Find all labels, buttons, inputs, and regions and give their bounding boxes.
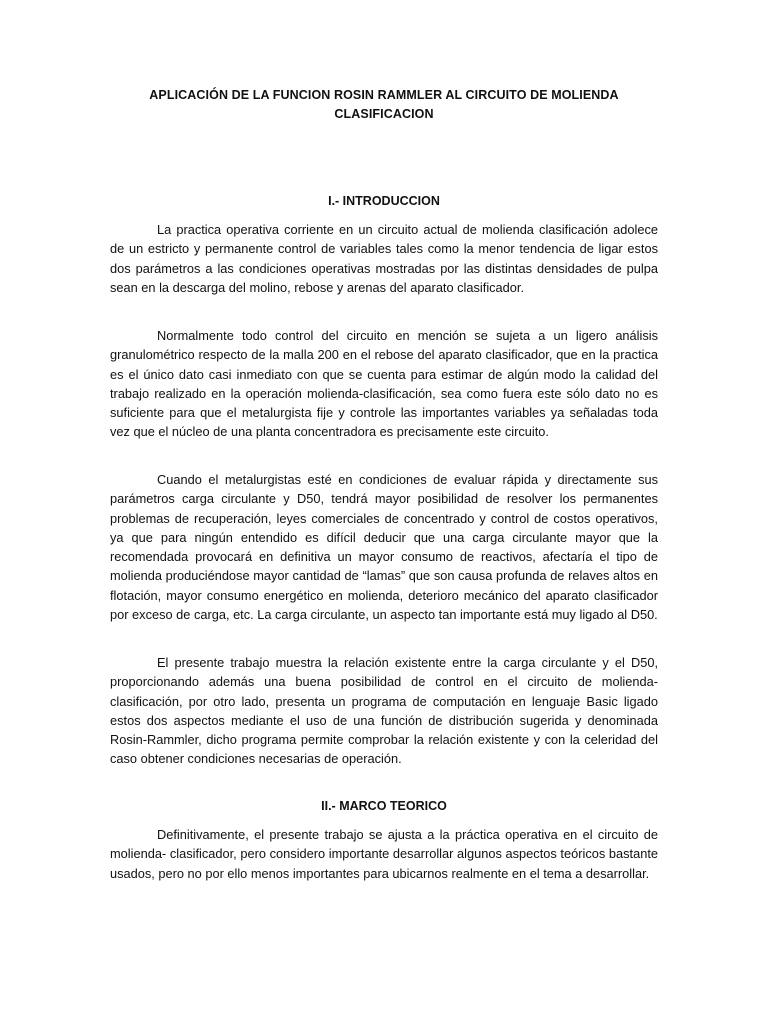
paragraph-intro-2: Normalmente todo control del circuito en mención se sujeta a un ligero análisis granulométrico respecto de la malla 200 en el rebose del aparato clasificador, que en la practica es el único dato casi inmediato con que se cuenta para estimar de algún modo la calidad del trabajo realizado en la operación molienda-clasificación, sea como fuera este sólo dato no es suficiente para que el metalurgista fije y controle las importantes variables ya señaladas toda vez que el núcleo de una planta concentradora es precisamente este circuito. <box>110 328 658 440</box>
paragraph-marco-1: Definitivamente, el presente trabajo se ajusta a la práctica operativa en el circuito de molienda- clasificador, pero considero importante desarrollar algunos aspectos teóricos bastante usados, pero no por ello menos importantes para ubicarnos realmente en el tema a desarrollar. <box>110 827 658 881</box>
paragraph-intro-1: La practica operativa corriente en un circuito actual de molienda clasificación adolece de un estricto y permanente control de variables tales como la menor tendencia de ligar estos dos parámetros a las condiciones operativas mostradas por las distintas densidades de pulpa sean en la descarga del molino, rebose y arenas del aparato clasificador. <box>110 222 658 295</box>
paragraph-intro-4: El presente trabajo muestra la relación existente entre la carga circulante y el D50, proporcionando además una buena posibilidad de control en el circuito de molienda-clasificación, por otro lado, presenta un programa de computación en lenguaje Basic ligado estos dos aspectos mediante el uso de una función de distribución sugerida y denominada Rosin-Rammler, dicho programa permite comprobar la relación existente y con la celeridad del caso obtener condiciones necesarias de operación. <box>110 655 658 767</box>
paragraph-intro-3: Cuando el metalurgistas esté en condiciones de evaluar rápida y directamente sus parámetros carga circulante y D50, tendrá mayor posibilidad de resolver los permanentes problemas de recuperación, leyes comerciales de concentrado y control de costos operativos, ya que para ningún entendido es difícil deducir que una carga circulante mayor que la recomendada provocará en definitiva un mayor consumo de reactivos, afectaría el tipo de molienda produciéndose mayor cantidad de “lamas” que son causa profunda de relaves altos en flotación, mayor consumo energético en molienda, deterioro mecánico del aparato clasificador por exceso de carga, etc. La carga circulante, un aspecto tan importante está muy ligado al D50. <box>110 472 658 623</box>
document-title: APLICACIÓN DE LA FUNCION ROSIN RAMMLER AL CIRCUITO DE MOLIENDA CLASIFICACION <box>149 88 619 121</box>
section-heading-marco-teorico: II.- MARCO TEORICO <box>321 799 447 813</box>
section-heading-introduccion: I.- INTRODUCCION <box>328 194 440 208</box>
